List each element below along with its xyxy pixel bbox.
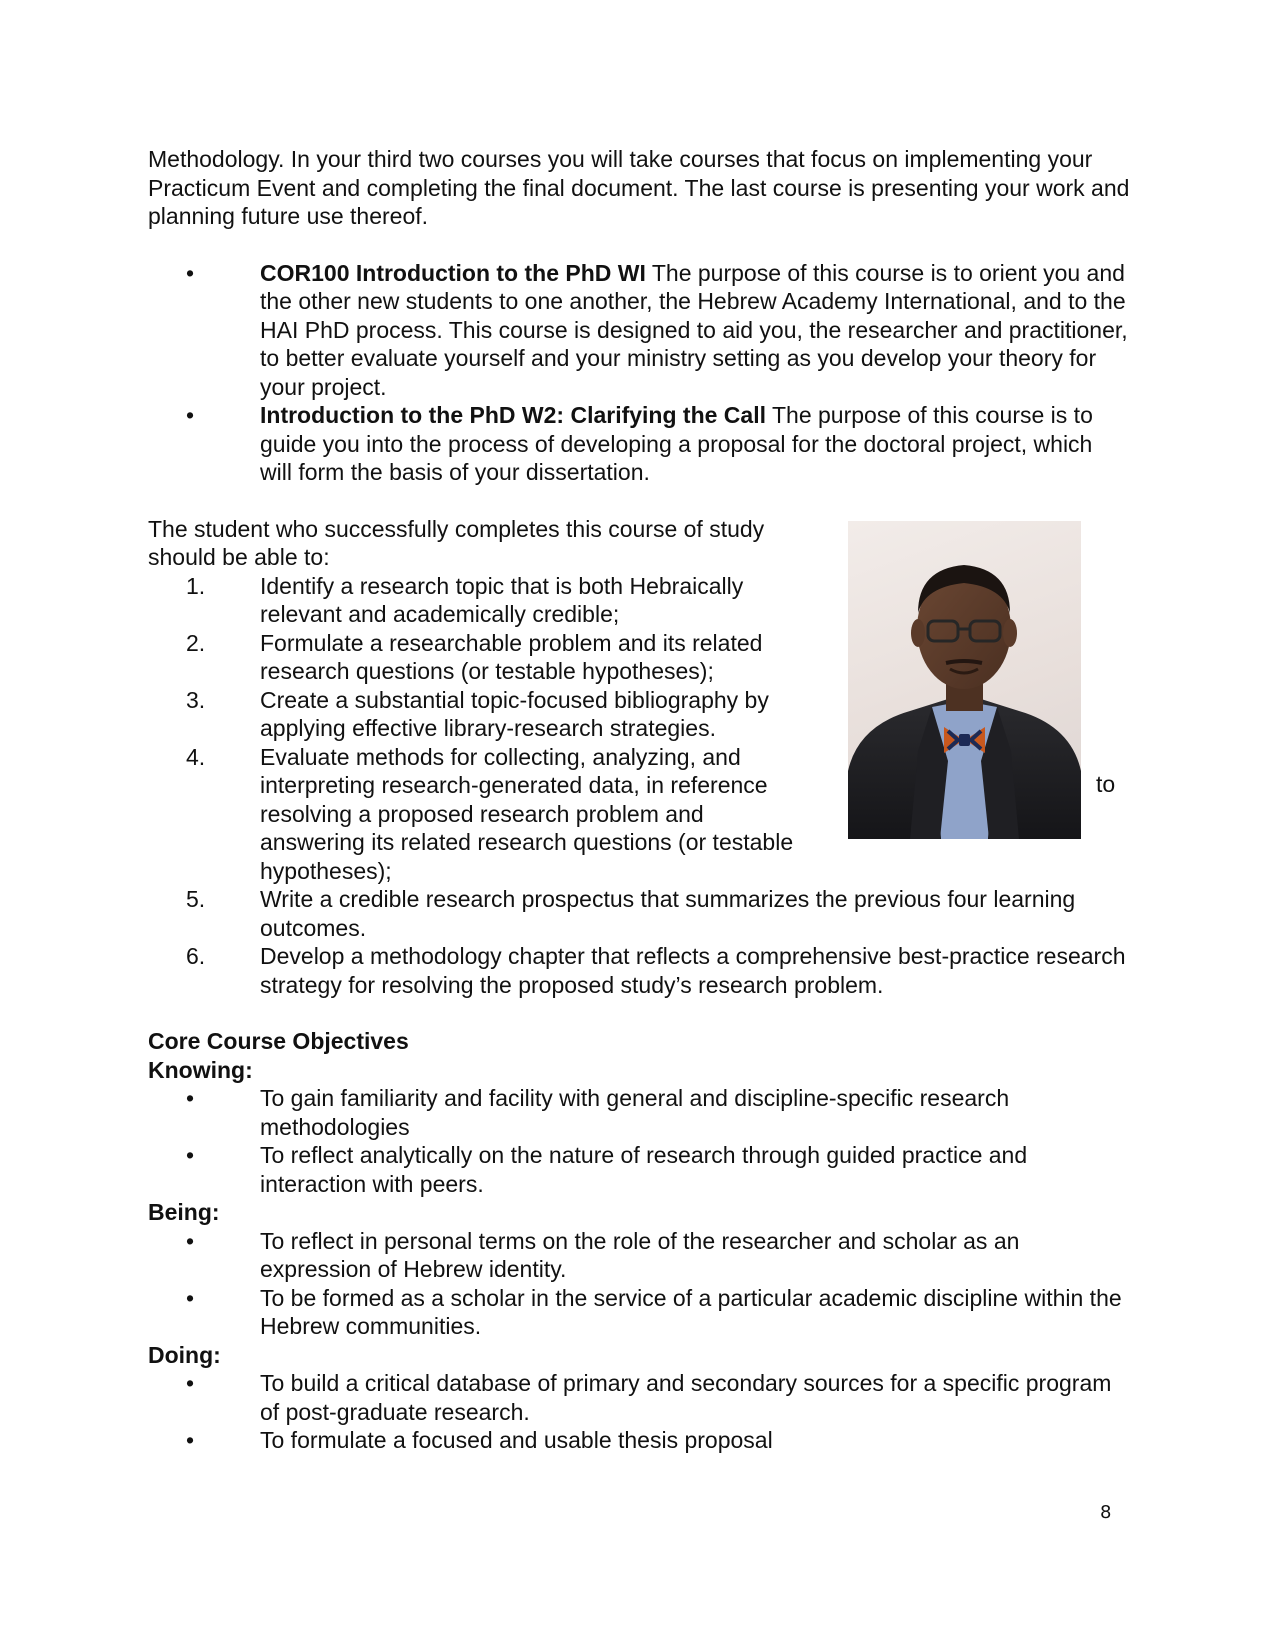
- outcome-item: [148, 686, 808, 743]
- instructor-photo: [848, 521, 1081, 839]
- outcome-item: [148, 629, 808, 686]
- bullet-icon: •: [186, 1085, 195, 1111]
- objective-group-label: Doing:: [148, 1341, 221, 1368]
- objective-list: [148, 1084, 1128, 1198]
- course-item: [148, 401, 1128, 487]
- course-item: [148, 259, 1128, 402]
- bullet-icon: •: [186, 1227, 195, 1254]
- outcome-text: Evaluate methods for collecting, analyzing, and interpreting research-generated data, in reference resolving a proposed research problem and answering its related research questions (or testable hypotheses);: [260, 743, 794, 884]
- intro-paragraph: Methodology. In your third two courses you will take courses that focus on implementing your Practicum Event and completing the final document. The last course is presenting your work and planning future use thereof.: [148, 146, 1130, 229]
- bullet-icon: •: [186, 402, 195, 428]
- objective-group-label: Knowing:: [148, 1056, 253, 1083]
- objective-item: [148, 1084, 1128, 1141]
- outcome-item: [148, 942, 1128, 999]
- bullet-icon: •: [186, 1370, 195, 1396]
- outcome-number: 6.: [186, 943, 206, 969]
- outcome-text: Develop a methodology chapter that reflects a comprehensive best-practice research strategy for resolving the proposed study’s research problem.: [260, 943, 1126, 998]
- objectives-heading: Core Course Objectives: [148, 1028, 409, 1054]
- learning-outcomes-section: [148, 515, 1128, 1000]
- outcome-trailing-word: to: [1096, 770, 1116, 797]
- portrait-image: [848, 521, 1081, 839]
- course-description: The purpose of this course is to orient you and the other new students to one another, the Hebrew Academy International, and to the HAI PhD process. This course is designed to aid you, the researcher and practitioner, to better evaluate yourself and your ministry setting as you develop your theory for your project.: [260, 259, 1128, 400]
- course-description: The purpose of this course is to guide you into the process of developing a proposal for the doctoral project, which will form the basis of your dissertation.: [260, 402, 1093, 485]
- bullet-icon: •: [186, 1142, 195, 1168]
- objective-text: To reflect in personal terms on the role of the researcher and scholar as an expression of Hebrew identity.: [260, 1227, 1020, 1282]
- outcomes-list: [148, 572, 808, 886]
- outcome-text: Write a credible research prospectus that summarizes the previous four learning outcomes.: [260, 886, 1076, 941]
- objective-item: [148, 1141, 1128, 1198]
- outcome-text: Create a substantial topic-focused bibliography by applying effective library-research strategies.: [260, 686, 769, 741]
- objective-item: [148, 1369, 1128, 1426]
- objective-item: [148, 1426, 1128, 1455]
- objective-list: [148, 1369, 1128, 1455]
- objective-text: To reflect analytically on the nature of research through guided practice and interaction with peers.: [260, 1142, 1028, 1197]
- outcome-number: 2.: [186, 629, 206, 656]
- objective-group-label: Being:: [148, 1199, 220, 1225]
- outcome-number: 3.: [186, 686, 206, 713]
- outcome-number: 4.: [186, 743, 206, 770]
- page-number: 8: [1100, 1502, 1112, 1523]
- outcome-text: Formulate a researchable problem and its related research questions (or testable hypotheses);: [260, 629, 763, 684]
- bullet-icon: •: [186, 1427, 195, 1453]
- bullet-icon: •: [186, 1284, 195, 1311]
- outcome-item: [148, 572, 808, 629]
- course-title: Introduction to the PhD W2: Clarifying the Call: [260, 402, 766, 428]
- objective-list: [148, 1227, 1128, 1341]
- outcome-number: 5.: [186, 886, 206, 912]
- document-page: [148, 145, 1128, 1455]
- objective-text: To build a critical database of primary and secondary sources for a specific program of post-graduate research.: [260, 1370, 1112, 1425]
- objective-text: To gain familiarity and facility with general and discipline-specific research methodologies: [260, 1085, 1010, 1140]
- bullet-icon: •: [186, 259, 195, 286]
- outcomes-list-continued: [148, 885, 1128, 999]
- outcome-number: 1.: [186, 572, 206, 599]
- core-objectives-section: [148, 1027, 1128, 1455]
- course-title: COR100 Introduction to the PhD WI: [260, 259, 646, 286]
- course-list: [148, 259, 1128, 487]
- objective-item: [148, 1284, 1128, 1341]
- objective-text: To formulate a focused and usable thesis proposal: [260, 1427, 773, 1453]
- outcome-item: [148, 885, 1128, 942]
- objective-item: [148, 1227, 1128, 1284]
- outcome-item: [148, 743, 808, 886]
- objective-text: To be formed as a scholar in the service of a particular academic discipline within the Hebrew communities.: [260, 1284, 1122, 1339]
- outcome-text: Identify a research topic that is both Hebraically relevant and academically credible;: [260, 572, 744, 627]
- outcomes-intro: The student who successfully completes this course of study should be able to:: [148, 515, 765, 570]
